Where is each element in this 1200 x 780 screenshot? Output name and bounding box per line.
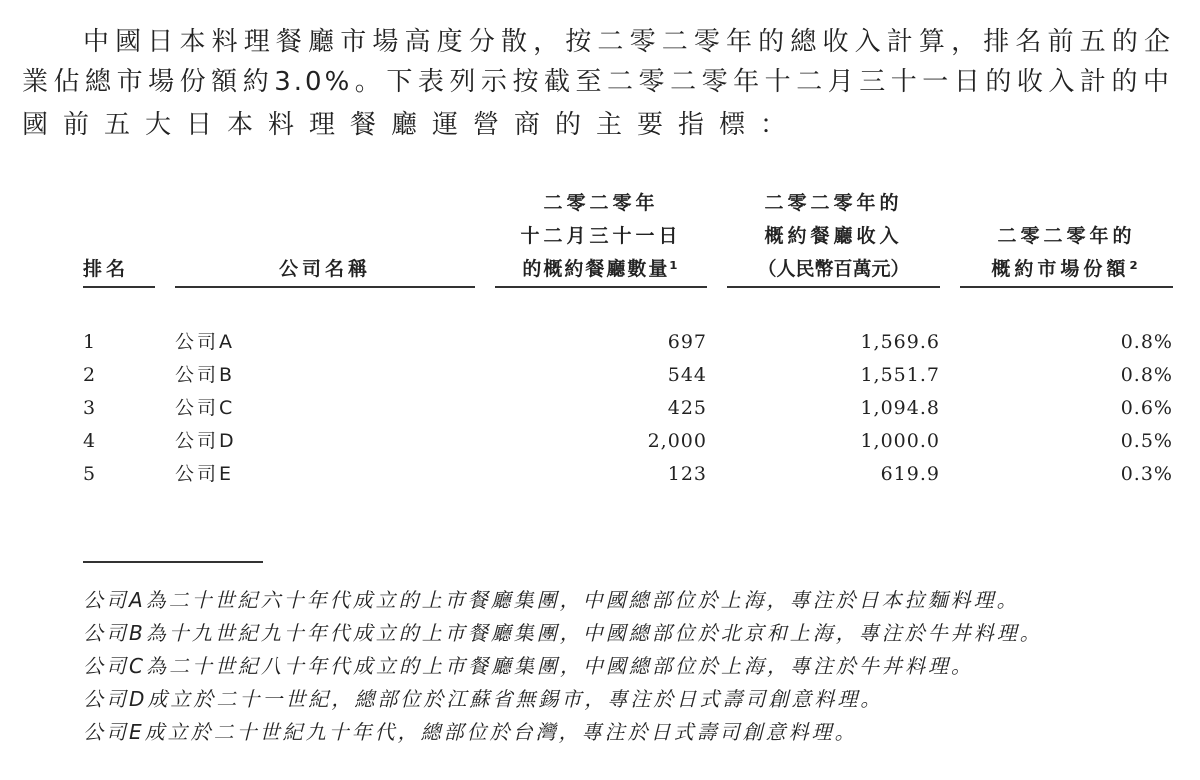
cell-rank: 4 <box>83 430 97 452</box>
header-rank: 排名 <box>83 252 155 288</box>
intro-line: 中國日本料理餐廳市場高度分散，按二零二零年的總收入計算，排名前五的企 <box>83 27 1173 57</box>
header-count-line: 十二月三十一日 <box>520 225 682 247</box>
footnote: 公司C為二十世紀八十年代成立的上市餐廳集團，中國總部位於上海，專注於牛丼料理。 <box>83 654 974 678</box>
footnote-separator <box>83 561 263 563</box>
cell-company: 公司E <box>175 463 235 485</box>
header-count-line: 二零二零年 <box>543 192 659 214</box>
cell-share: 0.3% <box>1120 463 1173 485</box>
cell-share: 0.5% <box>1120 430 1173 452</box>
cell-rank: 5 <box>83 463 97 485</box>
cell-rank: 3 <box>83 397 97 419</box>
cell-count: 2,000 <box>647 430 707 452</box>
cell-revenue: 1,569.6 <box>860 331 940 353</box>
header-revenue-line: 概約餐廳收入 <box>764 225 903 247</box>
cell-company: 公司A <box>175 331 235 353</box>
cell-rank: 1 <box>83 331 97 353</box>
cell-count: 425 <box>667 397 707 419</box>
cell-count: 697 <box>667 331 707 353</box>
footnote: 公司E成立於二十世紀九十年代，總部位於台灣，專注於日式壽司創意料理。 <box>83 720 858 744</box>
header-share-line: 概約市場份額² <box>960 252 1173 288</box>
cell-company: 公司B <box>175 364 236 386</box>
header-revenue-line: 二零二零年的 <box>764 192 903 214</box>
intro-line: 國前五大日本料理餐廳運營商的主要指標： <box>22 110 802 140</box>
cell-revenue: 1,000.0 <box>860 430 940 452</box>
cell-share: 0.6% <box>1120 397 1173 419</box>
cell-share: 0.8% <box>1120 364 1173 386</box>
footnote: 公司A為二十世紀六十年代成立的上市餐廳集團，中國總部位於上海，專注於日本拉麵料理。 <box>83 588 1020 612</box>
cell-revenue: 619.9 <box>880 463 940 485</box>
header-company: 公司名稱 <box>175 252 475 288</box>
cell-count: 544 <box>667 364 707 386</box>
cell-share: 0.8% <box>1120 331 1173 353</box>
header-revenue-line: （人民幣百萬元） <box>727 252 940 288</box>
intro-line: 業佔總市場份額約3.0%。下表列示按截至二零二零年十二月三十一日的收入計的中 <box>22 67 1172 97</box>
cell-revenue: 1,551.7 <box>860 364 940 386</box>
footnote: 公司B為十九世紀九十年代成立的上市餐廳集團，中國總部位於北京和上海，專注於牛丼料理。 <box>83 621 1043 645</box>
footnote: 公司D成立於二十一世紀，總部位於江蘇省無錫市，專注於日式壽司創意料理。 <box>83 687 884 711</box>
cell-rank: 2 <box>83 364 97 386</box>
cell-revenue: 1,094.8 <box>860 397 940 419</box>
cell-company: 公司D <box>175 430 237 452</box>
cell-company: 公司C <box>175 397 236 419</box>
cell-count: 123 <box>667 463 707 485</box>
header-count-line: 的概約餐廳數量¹ <box>495 252 707 288</box>
header-share-line: 二零二零年的 <box>997 225 1136 247</box>
